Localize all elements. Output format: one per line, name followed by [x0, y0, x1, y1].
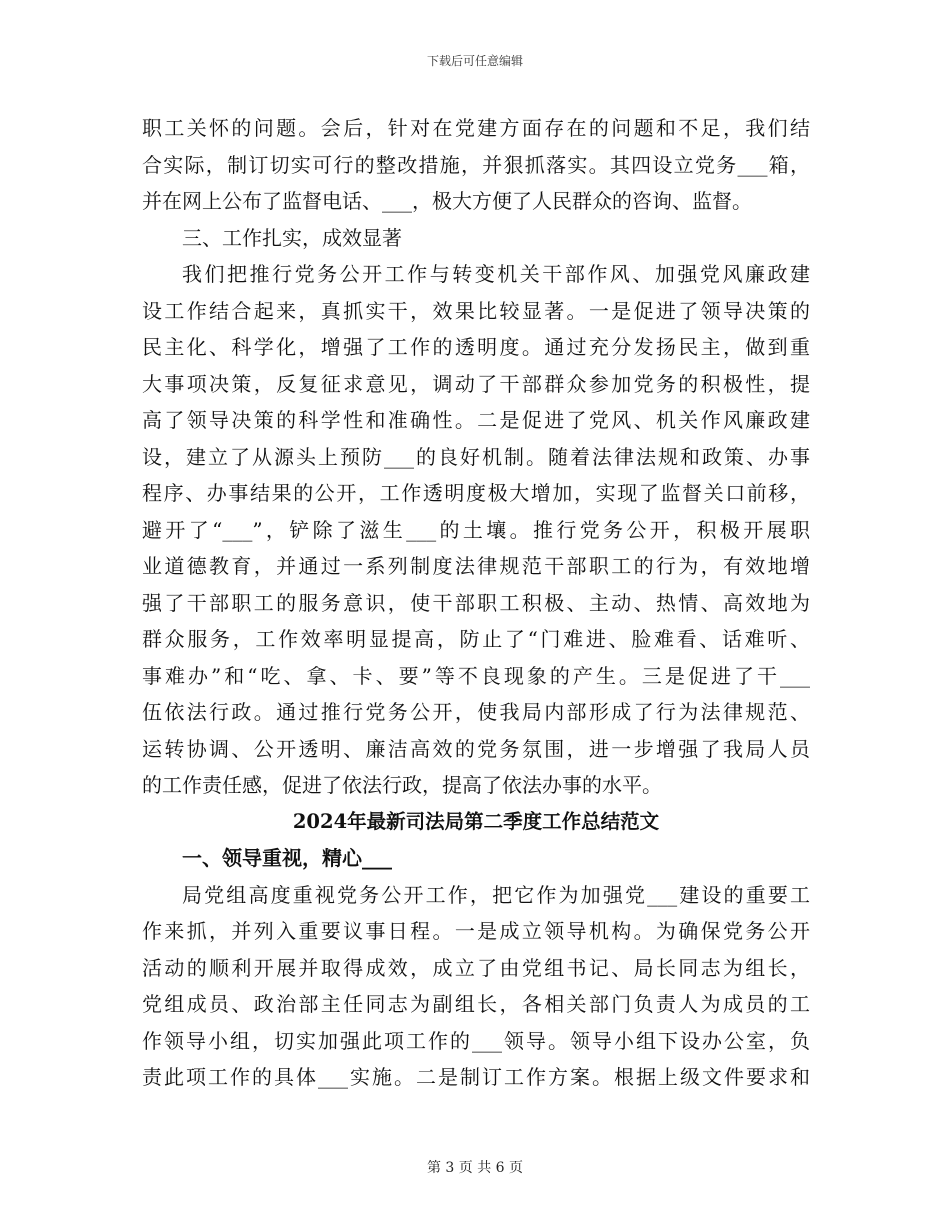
body-line: 并在网上公布了监督电话、___，极大方便了人民群众的咨询、监督。 — [142, 189, 752, 213]
body-line: 程序、办事结果的公开，工作透明度极大增加，实现了监督关口前移， — [142, 481, 810, 505]
body-line: 民主化、科学化，增强了工作的透明度。通过充分发扬民主，做到重 — [142, 335, 810, 359]
page-number-footer: 第 3 页 共 6 页 — [426, 1160, 524, 1176]
body-line: 群众服务，工作效率明显提高，防止了“门难进、脸难看、话难听、 — [142, 627, 810, 651]
body-line: 责此项工作的具体___实施。二是制订工作方案。根据上级文件要求和 — [142, 1065, 810, 1089]
body-line: 我们把推行党务公开工作与转变机关干部作风、加强党风廉政建 — [182, 262, 810, 286]
body-line: 活动的顺利开展并取得成效，成立了由党组书记、局长同志为组长， — [142, 955, 810, 980]
body-line: 业道德教育，并通过一系列制度法律规范干部职工的行为，有效地增 — [142, 554, 810, 578]
body-line: 党组成员、政治部主任同志为副组长，各相关部门负责人为成员的工 — [142, 992, 810, 1016]
body-line: 职工关怀的问题。会后，针对在党建方面存在的问题和不足，我们结 — [142, 116, 810, 140]
body-line: 设工作结合起来，真抓实干，效果比较显著。一是促进了领导决策的 — [142, 298, 810, 323]
document-body — [142, 110, 810, 1096]
body-line: 作领导小组，切实加强此项工作的___领导。领导小组下设办公室，负 — [142, 1028, 810, 1053]
page-header-note: 下载后可任意编辑 — [426, 54, 523, 68]
body-line: 运转协调、公开透明、廉洁高效的党务氛围，进一步增强了我局人员 — [142, 736, 810, 761]
body-line: 局党组高度重视党务公开工作，把它作为加强党___建设的重要工 — [182, 882, 810, 907]
section-subheading: 一、领导重视，精心___ — [182, 846, 392, 870]
body-line: 强了干部职工的服务意识，使干部职工积极、主动、热情、高效地为 — [142, 590, 810, 615]
document-title: 2024年最新司法局第二季度工作总结范文 — [292, 809, 660, 833]
body-line: 设，建立了从源头上预防___的良好机制。随着法律法规和政策、办事 — [142, 444, 810, 469]
body-line: 伍依法行政。通过推行党务公开，使我局内部形成了行为法律规范、 — [142, 700, 810, 724]
body-line: 事难办”和“吃、拿、卡、要”等不良现象的产生。三是促进了干___ — [142, 663, 810, 688]
body-line: 的工作责任感，促进了依法行政，提高了依法办事的水平。 — [142, 773, 662, 797]
body-line: 大事项决策，反复征求意见，调动了干部群众参加党务的积极性，提 — [142, 371, 810, 396]
section-heading: 三、工作扎实，成效显著 — [182, 225, 402, 250]
body-line: 高了领导决策的科学性和准确性。二是促进了党风、机关作风廉政建 — [142, 408, 810, 432]
body-line: 合实际，制订切实可行的整改措施，并狠抓落实。其四设立党务___箱， — [142, 152, 810, 177]
body-line: 作来抓，并列入重要议事日程。一是成立领导机构。为确保党务公开 — [142, 919, 810, 943]
body-line: 避开了“___”，铲除了滋生___的土壤。推行党务公开，积极开展职 — [142, 517, 810, 542]
